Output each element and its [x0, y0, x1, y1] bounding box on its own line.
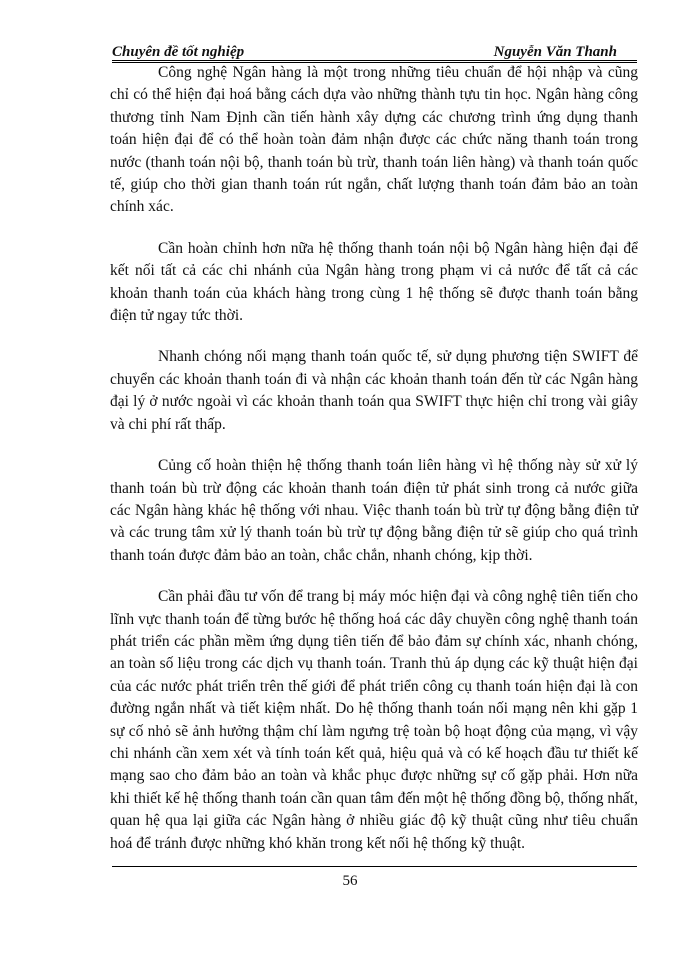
paragraph-1: Công nghệ Ngân hàng là một trong những tiêu chuẩn để hội nhập và cũng chỉ có thể hiện đại hoá bằng cách dựa vào những thành tựu tin học. Ngân hàng công thương tỉnh Nam Định cần tiến hành xây dựng các chương trình ứng dụng thanh toán hiện đại để có thể hoàn toàn đảm nhận được các chức năng thanh toán trong nước (thanh toán nội bộ, thanh toán bù trừ, thanh toán liên hàng) và thanh toán quốc tế, giúp cho thời gian thanh toán rút ngắn, chất lượng thanh toán đảm bảo an toàn chính xác.: [110, 64, 638, 216]
header-document-title: Chuyên đề tốt nghiệp: [112, 44, 245, 60]
page-number: 56: [342, 873, 358, 889]
body-text: [110, 62, 638, 874]
paragraph-3: Nhanh chóng nối mạng thanh toán quốc tế, sử dụng phương tiện SWIFT để chuyển các khoản thanh toán đi và nhận các khoản thanh toán đến từ các Ngân hàng đại lý ở nước ngoài vì các khoản thanh toán qua SWIFT thực hiện chỉ trong vài giây và chi phí rất thấp.: [110, 348, 638, 433]
header-author-name: Nguyễn Văn Thanh: [493, 44, 617, 60]
footer-rule: [112, 866, 637, 867]
paragraph-2: Cần hoàn chỉnh hơn nữa hệ thống thanh toán nội bộ Ngân hàng hiện đại để kết nối tất cả các chi nhánh của Ngân hàng trong phạm vi cả nước để tất cả các khoản thanh toán của khách hàng trong cùng 1 hệ thống sẽ được thanh toán bằng điện tử ngay tức thời.: [110, 239, 638, 325]
paragraph-4: Củng cố hoàn thiện hệ thống thanh toán liên hàng vì hệ thống này sử xử lý thanh toán bù trừ động các khoản thanh toán điện tử phát sinh trong cả nước giữa các Ngân hàng khác hệ thống với nhau. Việc thanh toán bù trừ tự động bằng điện tử và các trung tâm xử lý thanh toán bù trừ tự động bằng điện tử sẽ giúp cho quá trình thanh toán được đảm bảo an toàn, chắc chắn, nhanh chóng, kịp thời.: [110, 457, 638, 564]
paragraph-5: Cần phải đầu tư vốn để trang bị máy móc hiện đại và công nghệ tiên tiến cho lĩnh vực thanh toán để từng bước hệ thống hoá các dây chuyền công nghệ thanh toán phát triển các phần mềm ứng dụng tiên tiến để bảo đảm sự chính xác, nhanh chóng, an toàn số liệu trong các dịch vụ thanh toán. Tranh thủ áp dụng các kỹ thuật hiện đại của các nước phát triển trên thế giới để phát triển công cụ thanh toán hiện đại là con đường ngắn nhất và tiết kiệm nhất. Do hệ thống thanh toán nối mạng nên khi gặp 1 sự cố nhỏ sẽ ảnh hưởng thậm chí làm ngưng trệ toàn bộ hoạt động của mạng, vì vậy chi nhánh cần xem xét và tính toán kết quả, hiệu quả và có kế hoạch đầu tư thiết kế mạng sao cho đảm bảo an toàn và khắc phục được những sự cố gặp phải. Hơn nữa khi thiết kế hệ thống thanh toán cần quan tâm đến một hệ thống đồng bộ, thống nhất, quan hệ qua lại giữa các Ngân hàng ở nhiều giác độ kỹ thuật cũng như tiêu chuẩn hoá để tránh được những khó khăn trong kết nối hệ thống kỹ thuật.: [110, 588, 638, 852]
